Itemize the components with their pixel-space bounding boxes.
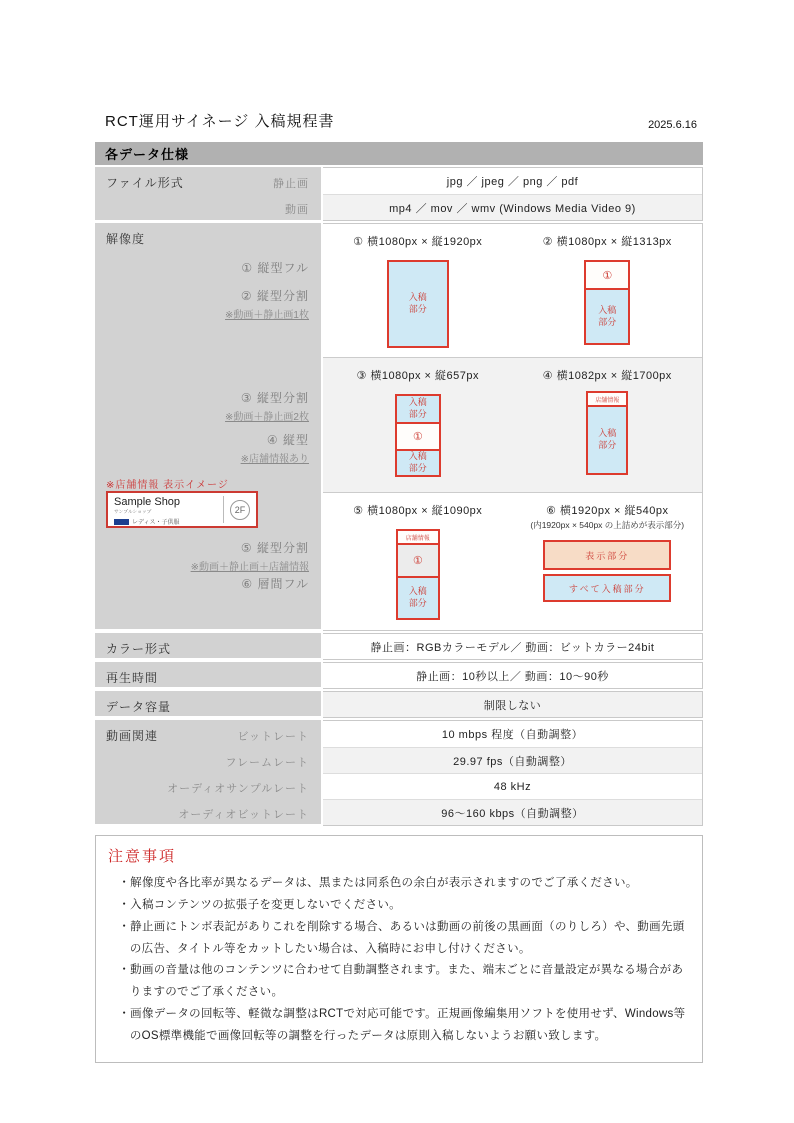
color-format-label: カラー形式 <box>106 642 172 656</box>
type-5-vertical-split: ⑤ 縦型分割 ※動画＋静止画＋店舗情報 <box>190 541 309 573</box>
submission-area-box: 入稿部分 <box>586 288 628 343</box>
shop-floor-wrap <box>224 493 256 526</box>
bitrate-value: 10 mbps 程度（自動調整） <box>323 721 702 747</box>
submission-area-box: 入稿部分 <box>397 449 439 475</box>
figure-6-caption: ⑥ 横1920px × 縦540px <box>545 505 669 517</box>
shop-info-sample-card <box>106 491 258 528</box>
note-item: ・静止画にトンボ表記がありこれを削除する場合、あるいは動画の前後の黒画面（のりしろ）や、動画先頭の広告、タイトル等をカットしたい場合は、入稿時にお申し付けください。 <box>118 920 685 955</box>
document-title: RCT運用サイネージ 入稿規程書 <box>105 113 335 130</box>
submission-area-box: 入稿部分 <box>389 262 447 346</box>
still-image-formats: jpg ／ jpeg ／ png ／ pdf <box>323 168 702 194</box>
type-6-full: ⑥ 層間フル <box>241 577 309 591</box>
file-format-values <box>323 167 703 221</box>
resolution-figures <box>323 223 703 631</box>
data-size-label: データ容量 <box>106 700 172 714</box>
figure-1 <box>323 224 513 357</box>
still-image-sublabel: 静止画 <box>273 178 309 190</box>
figure-1-diagram <box>387 260 449 348</box>
color-format-values <box>323 633 703 660</box>
play-time-values <box>323 662 703 689</box>
play-time-label-cell <box>95 662 321 687</box>
file-format-label-cell <box>95 167 321 220</box>
video-related-label-cell <box>95 720 321 824</box>
data-size-label-cell <box>95 691 321 716</box>
figure-band-1 <box>323 224 702 357</box>
figure-5-caption: ⑤ 横1080px × 縦1090px <box>353 505 483 517</box>
color-format-value: 静止画：RGBカラーモデル／ 動画：ビットカラー24bit <box>323 634 702 659</box>
shop-card-main <box>108 493 223 526</box>
document-date: 2025.6.16 <box>648 119 697 131</box>
document-header <box>105 110 697 131</box>
note-item: ・動画の音量は他のコンテンツに合わせて自動調整されます。また、端末ごとに音量設定が異なる場合がありますのでご了承ください。 <box>118 964 684 999</box>
shop-name-kana: サンプルショップ <box>114 509 152 515</box>
data-size-values <box>323 691 703 718</box>
play-time-section <box>95 662 703 689</box>
figure-6-submission-diagram <box>543 574 671 602</box>
figure-3-caption: ③ 横1080px × 縦657px <box>356 370 479 382</box>
type-2-vertical-split: ② 縦型分割 ※動画＋静止画1枚 <box>225 289 309 321</box>
shop-name: Sample Shop <box>114 496 181 508</box>
framerate-sublabel: フレームレート <box>225 757 309 769</box>
zone-1-box: ① <box>397 422 439 449</box>
video-related-section <box>95 720 703 826</box>
framerate-value: 29.97 fps（自動調整） <box>323 747 702 773</box>
figure-4-caption: ④ 横1082px × 縦1700px <box>542 370 672 382</box>
spec-table <box>95 167 703 826</box>
shop-info-caption: ※店舗情報 表示イメージ <box>106 480 229 491</box>
audio-sample-rate-sublabel: オーディオサンプルレート <box>167 783 309 795</box>
type-3-vertical-split: ③ 縦型分割 ※動画＋静止画2枚 <box>225 391 309 423</box>
figure-5-diagram <box>396 529 440 620</box>
play-time-value: 静止画：10秒以上／ 動画：10～90秒 <box>323 663 702 688</box>
floor-badge: 2F <box>230 500 250 520</box>
video-sublabel: 動画 <box>285 204 309 216</box>
file-format-section <box>95 167 703 221</box>
display-area-box: 表示部分 <box>545 542 669 568</box>
resolution-section <box>95 223 703 631</box>
figure-6-display-diagram <box>543 540 671 570</box>
figure-3 <box>323 358 513 492</box>
note-item: ・入稿コンテンツの拡張子を変更しないでください。 <box>118 898 401 911</box>
figure-2-caption: ② 横1080px × 縦1313px <box>542 236 672 248</box>
figure-6 <box>513 493 703 630</box>
resolution-label: 解像度 <box>106 232 146 246</box>
type-1-vertical-full: ① 縦型フル <box>241 261 309 275</box>
figure-2-diagram <box>584 260 630 345</box>
type-4-vertical: ④ 縦型 ※店舗情報あり <box>240 433 309 465</box>
note-item: ・解像度や各比率が異なるデータは、黒または同系色の余白が表示されますのでご了承ください。 <box>118 877 638 889</box>
shop-info-box: 店舗情報 <box>398 531 438 543</box>
notes-title: 注意事項 <box>108 848 177 865</box>
section-header-bar <box>95 142 703 165</box>
zone-1-box: ① <box>586 262 628 288</box>
video-related-label: 動画関連 <box>106 729 159 743</box>
submission-area-box: 入稿部分 <box>397 396 439 422</box>
category-badge-icon <box>114 519 129 525</box>
resolution-label-cell <box>95 223 321 629</box>
submission-area-box: すべて入稿部分 <box>545 576 669 600</box>
figure-2 <box>513 224 703 357</box>
submission-area-box: 入稿部分 <box>398 576 438 618</box>
audio-bitrate-value: 96～160 kbps（自動調整） <box>323 799 702 825</box>
figure-band-2 <box>323 357 702 492</box>
figure-3-diagram <box>395 394 441 477</box>
notes-box <box>95 835 703 1063</box>
note-item: ・画像データの回転等、軽微な調整はRCTで対応可能です。正規画像編集用ソフトを使用せず、Windows等のOS標準機能で画像回転等の調整を行ったデータは原則入稿しないようお願い致します。 <box>118 1008 686 1042</box>
play-time-label: 再生時間 <box>106 671 159 685</box>
color-format-section <box>95 633 703 660</box>
shop-info-box: 店舗情報 <box>588 393 626 405</box>
figure-band-3 <box>323 492 702 630</box>
color-format-label-cell <box>95 633 321 658</box>
data-size-value: 制限しない <box>323 692 702 717</box>
audio-bitrate-sublabel: オーディオビットレート <box>178 809 309 821</box>
submission-area-box: 入稿部分 <box>588 405 626 473</box>
shop-category-row <box>114 517 218 526</box>
video-formats: mp4 ／ mov ／ wmv (Windows Media Video 9) <box>323 194 702 220</box>
figure-6-caption-note: (内1920px × 540px の上詰めが表示部分) <box>530 520 685 530</box>
figure-5 <box>323 493 513 630</box>
figure-4 <box>513 358 703 492</box>
data-size-section <box>95 691 703 718</box>
figure-4-diagram <box>586 391 628 475</box>
bitrate-sublabel: ビットレート <box>237 731 309 743</box>
zone-1-box: ① <box>398 543 438 576</box>
video-related-values <box>323 720 703 826</box>
figure-1-caption: ① 横1080px × 縦1920px <box>353 236 483 248</box>
audio-sample-rate-value: 48 kHz <box>323 773 702 799</box>
section-header-label: 各データ仕様 <box>105 147 190 162</box>
shop-category: レディス・子供服 <box>132 520 180 526</box>
file-format-label: ファイル形式 <box>106 176 184 190</box>
